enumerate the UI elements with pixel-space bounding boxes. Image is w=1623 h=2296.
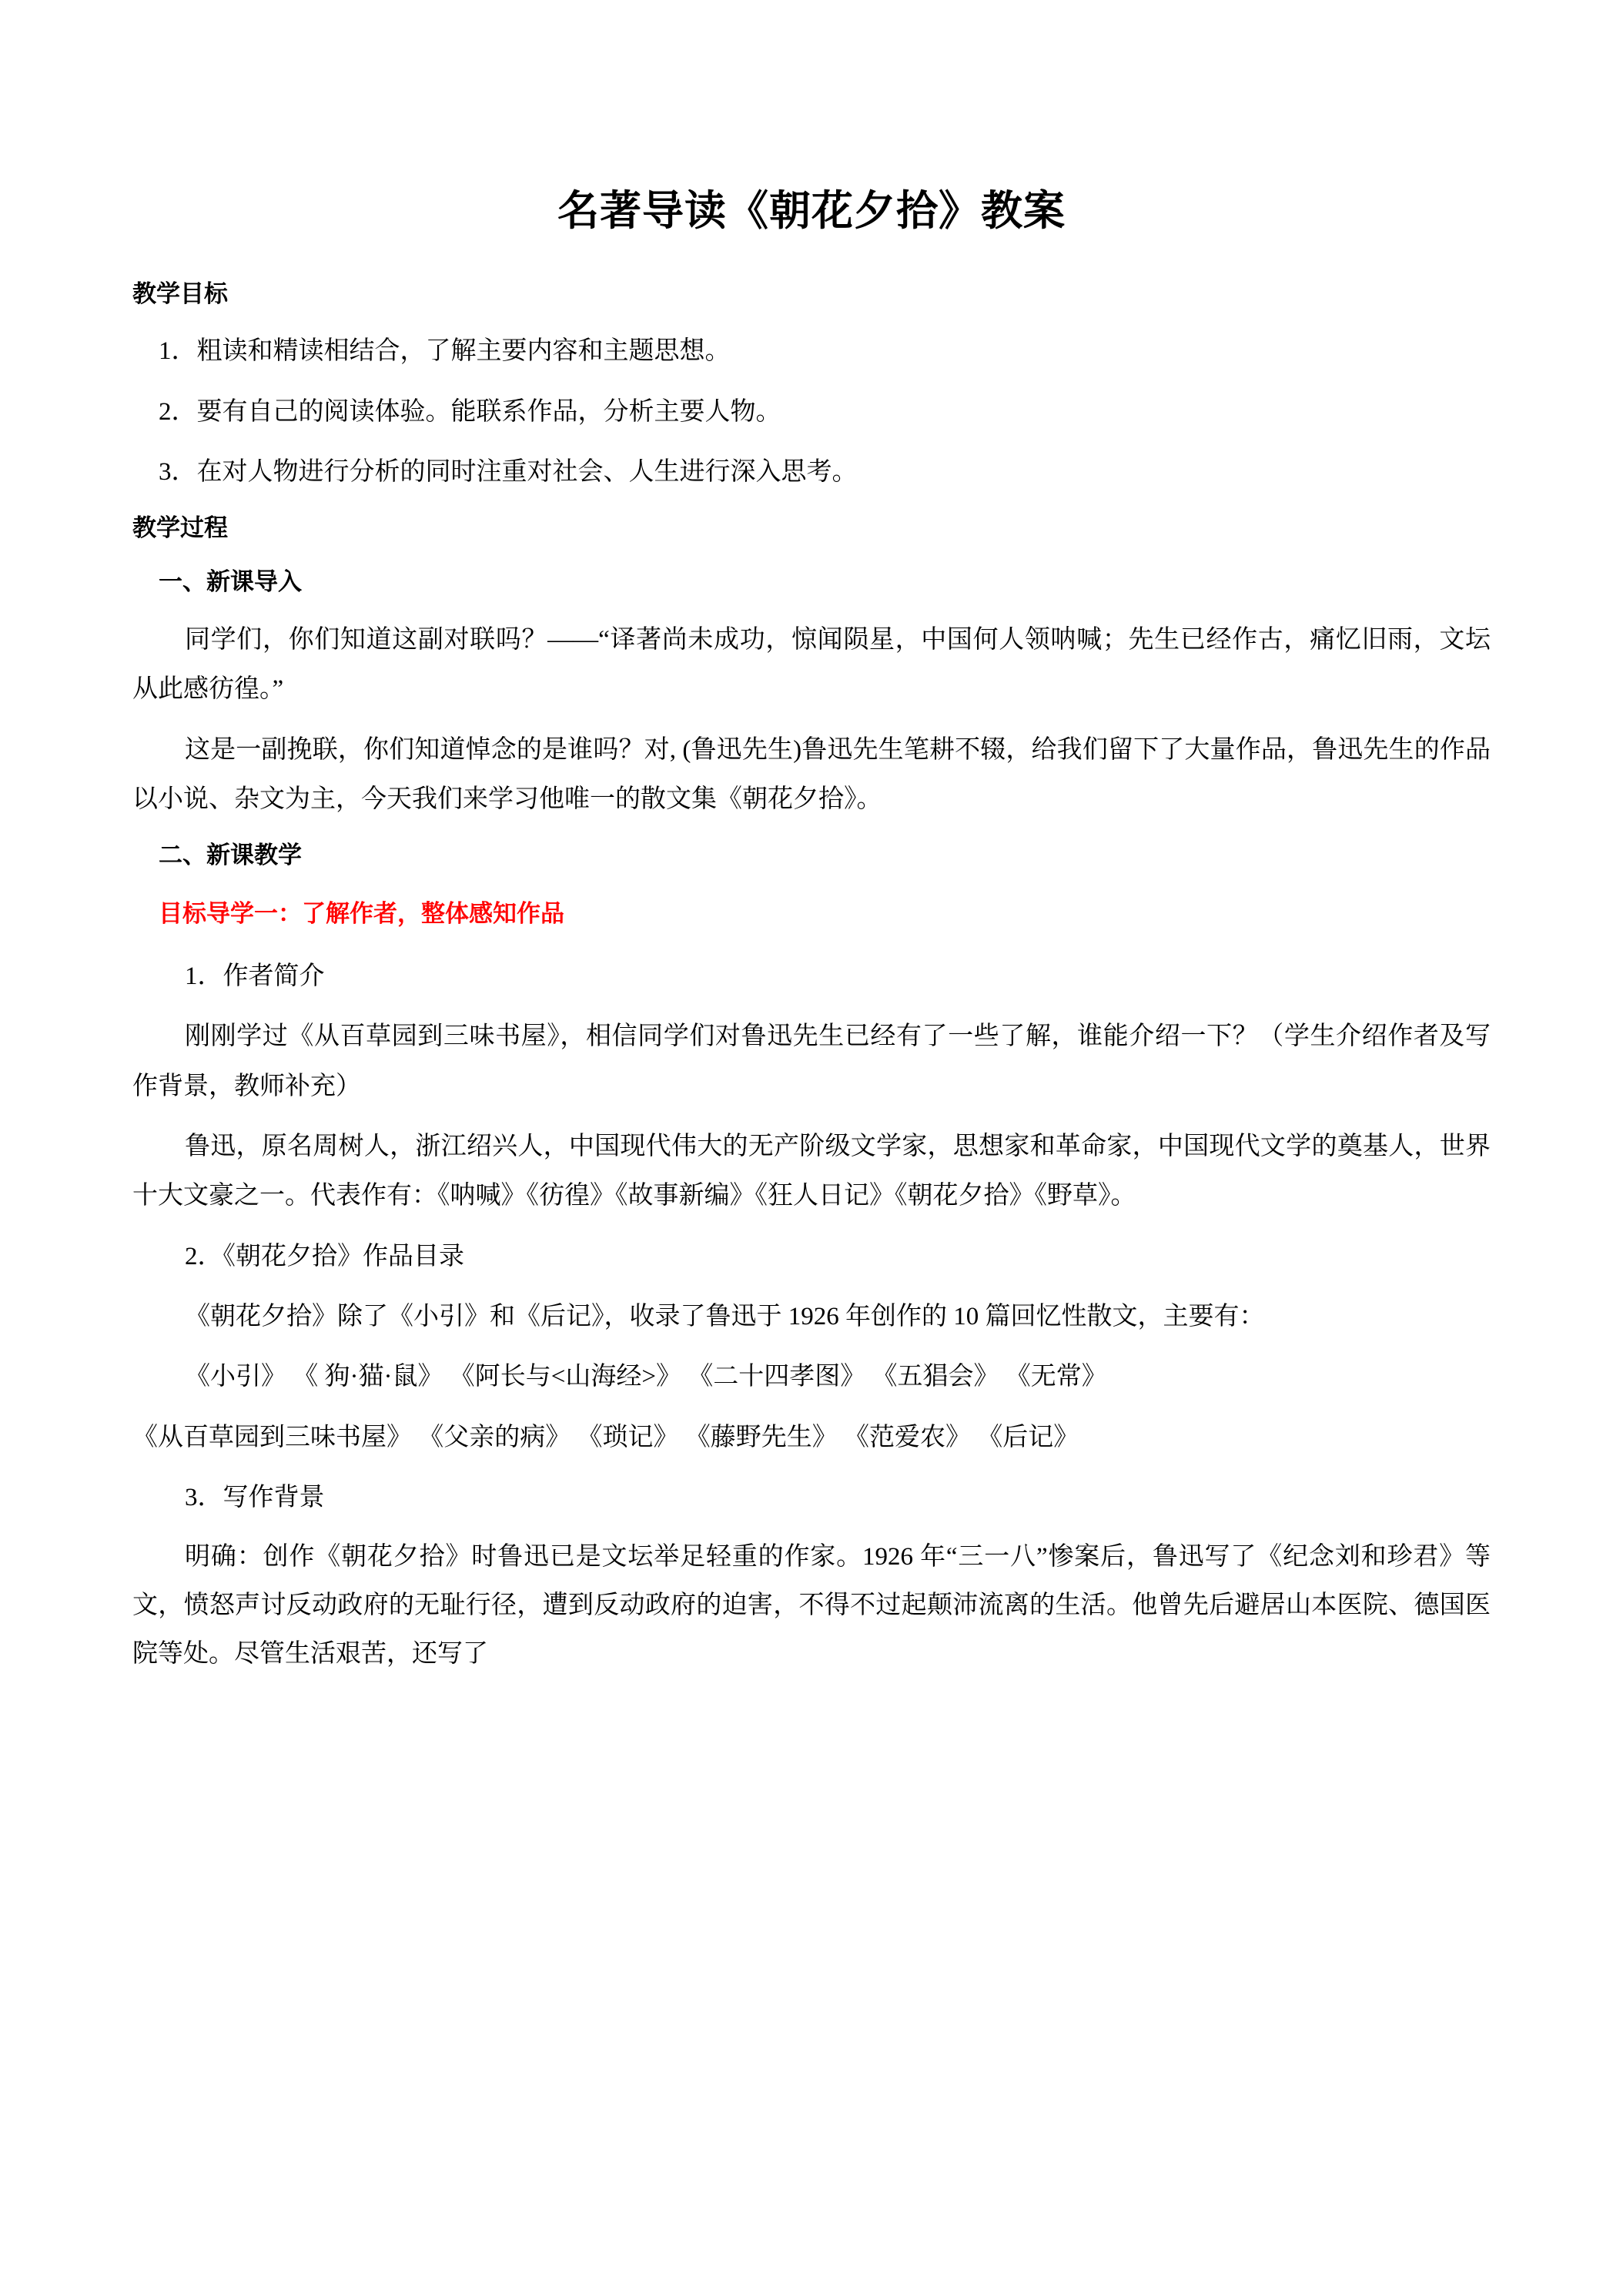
heading-teaching-process: 教学过程 — [132, 514, 228, 543]
objective-item-2: 2．要有自己的阅读体验。能联系作品，分析主要人物。 — [159, 397, 781, 426]
page-title: 名著导读《朝花夕拾》教案 — [557, 186, 1066, 235]
works-title-line-1: 《小引》 《 狗·猫·鼠》 《阿长与<山海经>》 《二十四孝图》 《五猖会》 《无常》 — [185, 1363, 1107, 1391]
paragraph-couplet-intro: 同学们，你们知道这副对联吗？——“译著尚未成功，惊闻陨星，中国何人领呐喊；先生已经作古，痛忆旧雨，文坛从此感彷徨。” — [132, 626, 1491, 704]
subheading-works-catalog: 2．《朝花夕拾》作品目录 — [185, 1242, 464, 1270]
paragraph-luxun-biography: 鲁迅，原名周树人，浙江绍兴人，中国现代伟大的无产阶级文学家，思想家和革命家，中国现代文学的奠基人，世界十大文豪之一。代表作有：《呐喊》《彷徨》《故事新编》《狂人日记》《朝花夕拾》《野草》。 — [132, 1132, 1491, 1210]
heading-part-two-new-lesson-teaching: 二、新课教学 — [159, 842, 302, 870]
subheading-author-introduction: 1．作者简介 — [185, 962, 325, 990]
paragraph-author-recall: 刚刚学过《从百草园到三味书屋》，相信同学们对鲁迅先生已经有了一些了解，谁能介绍一下？（学生介绍作者及写作背景，教师补充） — [132, 1022, 1491, 1100]
paragraph-writing-background: 明确：创作《朝花夕拾》时鲁迅已是文坛举足轻重的作家。1926 年“三一八”惨案后，鲁迅写了《纪念刘和珍君》等文，愤怒声讨反动政府的无耻行径，遭到反动政府的迫害，不得不过起颠沛流离的生活。他曾先后避居山本医院、德国医院等处。尽管生活艰苦，还写了 — [132, 1543, 1491, 1668]
goal-guide-one-highlight: 目标导学一：了解作者，整体感知作品 — [159, 900, 564, 929]
paragraph-elegiac-couplet-explanation: 这是一副挽联，你们知道悼念的是谁吗？对, (鲁迅先生)鲁迅先生笔耕不辍，给我们留下了大量作品，鲁迅先生的作品以小说、杂文为主，今天我们来学习他唯一的散文集《朝花夕拾》。 — [132, 735, 1491, 814]
works-title-line-2: 《从百草园到三味书屋》 《父亲的病》 《琐记》 《藤野先生》 《范爱农》 《后记》 — [132, 1423, 1079, 1451]
objective-item-3: 3．在对人物进行分析的同时注重对社会、人生进行深入思考。 — [159, 458, 858, 487]
heading-part-one-new-lesson-intro: 一、新课导入 — [159, 568, 302, 597]
subheading-writing-background: 3．写作背景 — [185, 1483, 325, 1511]
paragraph-works-catalog-description: 《朝花夕拾》除了《小引》和《后记》，收录了鲁迅于 1926 年创作的 10 篇回忆性散文，主要有： — [185, 1302, 1265, 1330]
objective-item-1: 1．粗读和精读相结合，了解主要内容和主题思想。 — [159, 337, 731, 366]
heading-teaching-objectives: 教学目标 — [132, 279, 228, 308]
